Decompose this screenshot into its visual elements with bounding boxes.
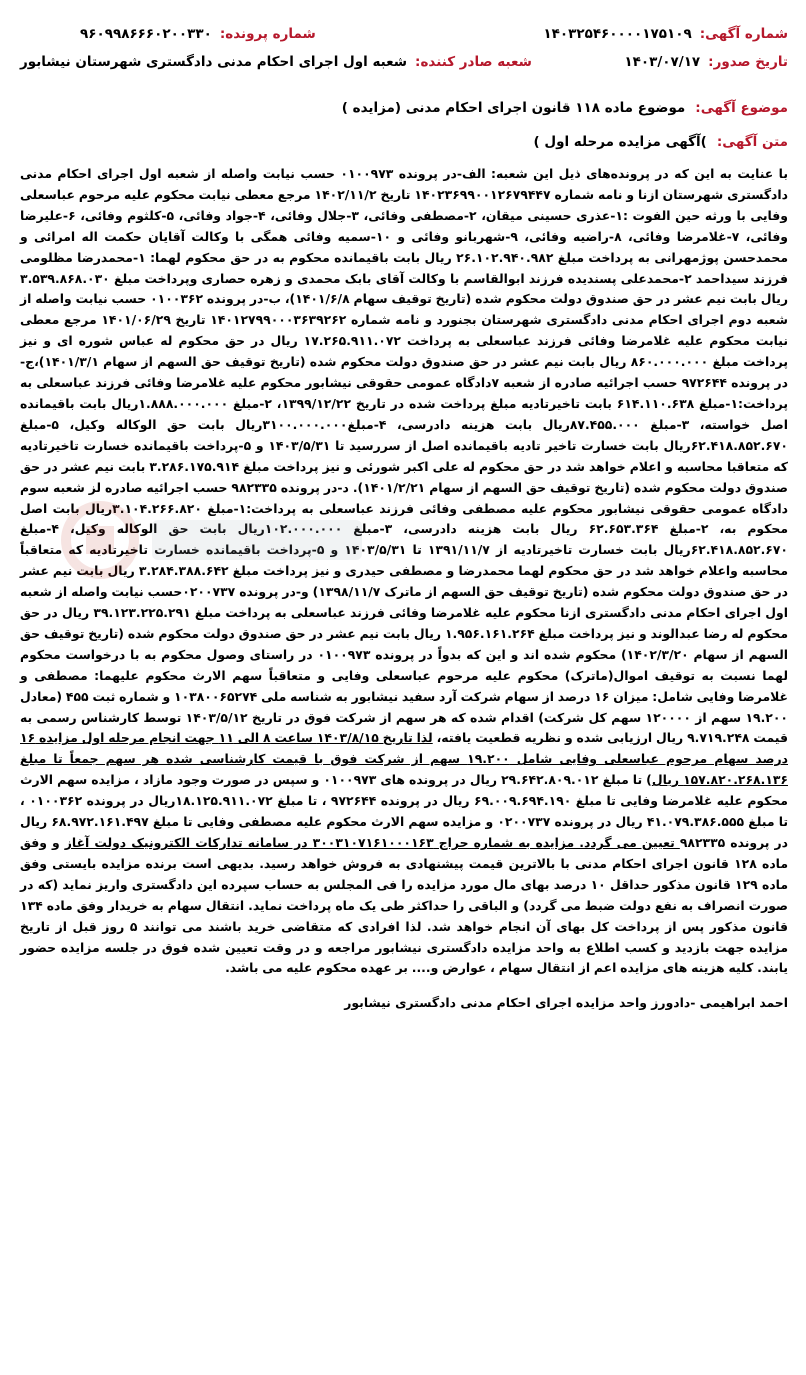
issue-date-label: تاریخ صدور: — [708, 54, 788, 70]
notice-number — [543, 24, 788, 44]
notice-number-value: ۱۴۰۳۲۵۴۶۰۰۰۰۱۷۵۱۰۹ — [543, 26, 692, 42]
meta-row-top — [20, 24, 788, 44]
subject-label: موضوع آگهی: — [695, 100, 788, 116]
notice-text-heading — [20, 132, 788, 152]
notice-body — [20, 164, 788, 979]
auction-date-clause: لذا تاریخ ۱۴۰۳/۸/۱۵ ساعت ۸ الی ۱۱ جهت انجام مرحله اول مزایده ۱۶ درصد سهام مرحوم عباسعلی وفایی شامل ۱۹.۲۰۰ سهم از شرکت فوق با قیمت کارشناسی شده هر سهم جمعاً تا مبلغ ۱۵۷.۸۲۰.۲۶۸.۱۳۶ ریال — [20, 730, 789, 788]
notice-subject — [20, 98, 788, 118]
case-number-label: شماره پرونده: — [219, 26, 316, 42]
notice-number-label: شماره آگهی: — [699, 26, 788, 42]
issuer-label: شعبه صادر کننده: — [415, 54, 532, 70]
issuer-value: شعبه اول اجرای احکام مدنی دادگستری شهرستان نیشابور — [20, 54, 408, 70]
issue-date — [624, 52, 788, 72]
text-heading-value: )آگهی مزایده مرحله اول ) — [533, 134, 707, 150]
body-part-3: ) تا مبلغ ۲۹.۶۴۲.۸۰۹.۰۱۲ ریال در پرونده های ۰۱۰۰۹۷۳ و سپس در صورت وجود مازاد ، مزایده سهم الارث محکوم علیه غلامرضا وفایی تا مبلغ ۶۹.۰۰۹.۶۹۴.۱۹۰ ریال در پرونده ۹۷۲۶۴۴ ، تا مبلغ ۱۸.۱۲۵.۹۱۱.۰۷۲ریال در پرونده ۰۱۰۰۳۶۲ ، تا مبلغ ۴۱.۰۷۹.۳۸۶.۵۵۵ ریال در پرونده ۰۲۰۰۷۳۷ و مزایده سهم الارث محکوم علیه مصطفی وفایی تا مبلغ ۶۸.۹۷۲.۱۶۱.۴۹۷ ریال در پرونده ۹۸۲۳۳۵ — [20, 772, 788, 850]
text-heading-label: متن آگهی: — [716, 134, 788, 150]
case-number — [80, 24, 316, 44]
issue-date-value: ۱۴۰۳/۰۷/۱۷ — [624, 54, 701, 70]
issuer — [20, 52, 532, 72]
auction-number-clause: تعیین می گردد. مزایده به شماره حراج ۳۰۰۳۱۰۷۱۶۱۰۰۰۱۶۳ در سامانه تدارکات الکترونیک دولت آغاز — [64, 835, 680, 850]
subject-value: موضوع ماده ۱۱۸ قانون اجرای احکام مدنی (مزایده ) — [341, 100, 686, 116]
meta-row-bottom — [20, 52, 788, 72]
body-part-5: و وفق ماده ۱۲۸ قانون اجرای احکام مدنی با بالاترین قیمت پیشنهادی به فروش خواهد رسید. بدیهی است برنده مزایده بایستی وفق ماده ۱۲۹ قانون مذکور حداقل ۱۰ درصد بهای مال مورد مزایده را فی المجلس به حساب سپرده این دادگستری واریز نماید (که در صورت انصراف به نفع دولت ضبط می گردد) و الباقی را حداکثر طی یک ماه پرداخت نماید. انتقال سهام به خریدار وفق ماده ۱۳۴ قانون مذکور پس از پرداخت کل بهای آن انجام خواهد شد. لذا افرادی که متقاضی خرید باشند می توانند ۵ روز قبل از تاریخ مزایده جهت بازدید و کسب اطلاع به واحد مزایده دادگستری نیشابور مراجعه و در وقت تعیین شده فوق در جلسه مزایده حضور یابند. کلیه هزینه های مزایده اعم از انتقال سهام ، عوارض و.... بر عهده محکوم علیه می باشد. — [20, 835, 788, 976]
case-number-value: ۹۶۰۹۹۸۶۶۶۰۲۰۰۳۳۰ — [80, 26, 212, 42]
signature: احمد ابراهیمی -دادورز واحد مزایده اجرای احکام مدنی دادگستری نیشابور — [344, 995, 788, 1011]
body-part-1: با عنایت به این که در پرونده‌های ذیل این شعبه: الف-در پرونده ۰۱۰۰۹۷۳ حسب نیابت واصله از شعبه اول اجرای احکام مدنی دادگستری شهرستان ازنا و نامه شماره ۱۴۰۲۳۶۹۹۰۰۱۲۶۷۹۴۴۷ تاریخ ۱۴۰۲/۱۱/۲ مرجع معطی نیابت محکوم علیه مرحوم عباسعلی وفایی با ورثه حین الفوت :۱-عذری حسینی میقان، ۲-مصطفی وفائی، ۳-جلال وفائی، ۴-جواد وفائی، ۵-کلثوم وفائی، ۶-علیرضا وفائی، ۷-غلامرضا وفائی، ۸-راضیه وفائی، ۹-شهربانو وفائی و ۱۰-سمیه وفائی همگی با وکالت آقایان حکمت اله امرائی و محمدحسن پوژمهرانی به پرداخت مبلغ ۲۶.۱۰۲.۹۴۰.۹۸۲ ریال بابت باقیمانده محکوم به در حق محکوم لهما: ۱-محمدرضا مظلومی فرزند سیداحمد ۲-محمدعلی پسندیده فرزند ابوالقاسم با وکالت آقای بابک محمدی و زهره حصاری وپرداخت مبلغ ۳.۵۳۹.۸۶۸.۰۳۰ ریال بابت نیم عشر در حق صندوق دولت محکوم شده (تاریخ توقیف سهام ۱۴۰۱/۶/۸)، ب-در پرونده ۰۱۰۰۳۶۲ حسب نیابت واصله از شعبه دوم اجرای احکام مدنی دادگستری شهرستان بجنورد و نامه شماره ۱۴۰۱۲۷۹۹۰۰۰۳۶۳۹۲۶۲ تاریخ ۱۴۰۱/۰۶/۲۹ مرجع معطی نیابت محکوم علیه غلامرضا وفائی فرزند عباسعلی به پرداخت ۱۷.۲۶۵.۹۱۱.۰۷۲ ریال در حق محکوم له عباس شوره ای و نیز پرداخت مبلغ ۸۶۰.۰۰۰.۰۰۰ ریال بابت نیم عشر در حق صندوق دولت محکوم شده (تاریخ توقیف حق السهم از سهام ۱۴۰۱/۳/۱)،ج-در پرونده ۹۷۲۶۴۴ حسب اجرائیه صادره از شعبه ۷دادگاه عمومی حقوقی نیشابور محکوم علیه غلامرضا وفائی فرزند عباسعلی به پرداخت:۱-مبلغ ۶۱۴.۱۱۰.۶۳۸ بابت تاخیرتادیه مبلغ پرداخت شده در تاریخ ۱۳۹۹/۱۲/۲۲، ۲-مبلغ ۱.۸۸۸.۰۰۰.۰۰۰ریال بابت باقیمانده اصل خواسته، ۳-مبلغ ۸۷.۴۵۵.۰۰۰ریال بابت هزینه دادرسی، ۴-مبلغ۳۱۰۰.۰۰۰.۰۰۰ریال بابت حق الوکاله وکیل، ۵-مبلغ ۶۲.۴۱۸.۸۵۲.۶۷۰ریال بابت خسارت تاخیر تادیه باقیمانده اصل از سررسید تا ۱۴۰۳/۵/۳۱ و ۵-پرداخت باقیمانده خسارت تاخیرتادیه که متعاقبا محاسبه و اعلام خواهد شد در حق محکوم له علی اکبر شورئی و نیز پرداخت مبلغ ۳.۲۸۶.۱۷۵.۹۱۴ بابت نیم عشر در حق صندوق دولت محکوم شده (تاریخ توقیف حق السهم از سهام ۱۴۰۱/۲/۲۱). د-در پرونده ۹۸۲۳۳۵ حسب اجرائیه صادره لز شعبه سوم دادگاه عمومی حقوقی نیشابور محکوم علیه مصطفی وفائی فرزند عباسعلی به پرداخت:۱-مبلغ ۳.۱۰۴.۲۶۶.۸۲۰ریال بابت اصل محکوم به، ۲-مبلغ ۶۲.۶۵۳.۳۶۴ ریال بابت هزینه دادرسی، ۳-مبلغ ۱۰۲.۰۰۰.۰۰۰ریال بابت حق الوکاله وکیل، ۴-مبلغ ۶۲.۴۱۸.۸۵۲.۶۷۰ریال بابت خسارت تاخیرتادیه از ۱۳۹۱/۱۱/۷ تا ۱۴۰۳/۵/۳۱ و ۵-پرداخت باقیمانده خسارت تاخیرتادیه که متعاقباً محاسبه واعلام خواهد شد در حق محکوم لهما محمدرضا و مصطفی حیدری و نیز پرداخت مبلغ ۳.۲۸۴.۳۸۸.۶۴۲ ریال بابت نیم عشر در حق صندوق دولت محکوم شده (تاریخ توقیف حق السهم از ماترک ۱۳۹۸/۱۱/۷) و-در پرونده ۰۲۰۰۷۳۷حسب نیابت واصله از شعبه اول اجرای احکام مدنی دادگستری ازنا محکوم علیه غلامرضا وفائی فرزند عباسعلی به پرداخت مبلغ ۳۹.۱۲۳.۲۲۵.۲۹۱ ریال در حق محکوم له رضا عبدالوند و نیز پرداخت مبلغ ۱.۹۵۶.۱۶۱.۲۶۴ ریال بابت نیم عشر در حق صندوق دولت محکوم شده (تاریخ توقیف حق السهم از سهام ۱۴۰۲/۳/۲۰) محکوم شده اند و این که بدواً در پرونده ۰۱۰۰۹۷۳ در راستای وصول محکوم به با درخواست محکوم لهما نسبت به توقیف اموال(ماترک) محکوم علیه مرحوم عباسعلی وفایی و متعاقباً سهم الارث محکوم علیهما: مصطفی و غلامرضا وفایی شامل: میزان ۱۶ درصد از سهام شرکت آرد سفید نیشابور به شناسه ملی ۱۰۳۸۰۰۶۵۲۷۴ و شماره ثبت ۴۵۵ (معادل ۱۹.۲۰۰ سهم از ۱۲۰۰۰۰ سهم کل شرکت) اقدام شده که هر سهم از شرکت فوق در تاریخ ۱۴۰۳/۵/۱۲ توسط کارشناس رسمی به قیمت ۹.۷۱۹.۲۴۸ ریال ارزیابی شده و نظریه قطعیت یافته، — [20, 166, 789, 746]
